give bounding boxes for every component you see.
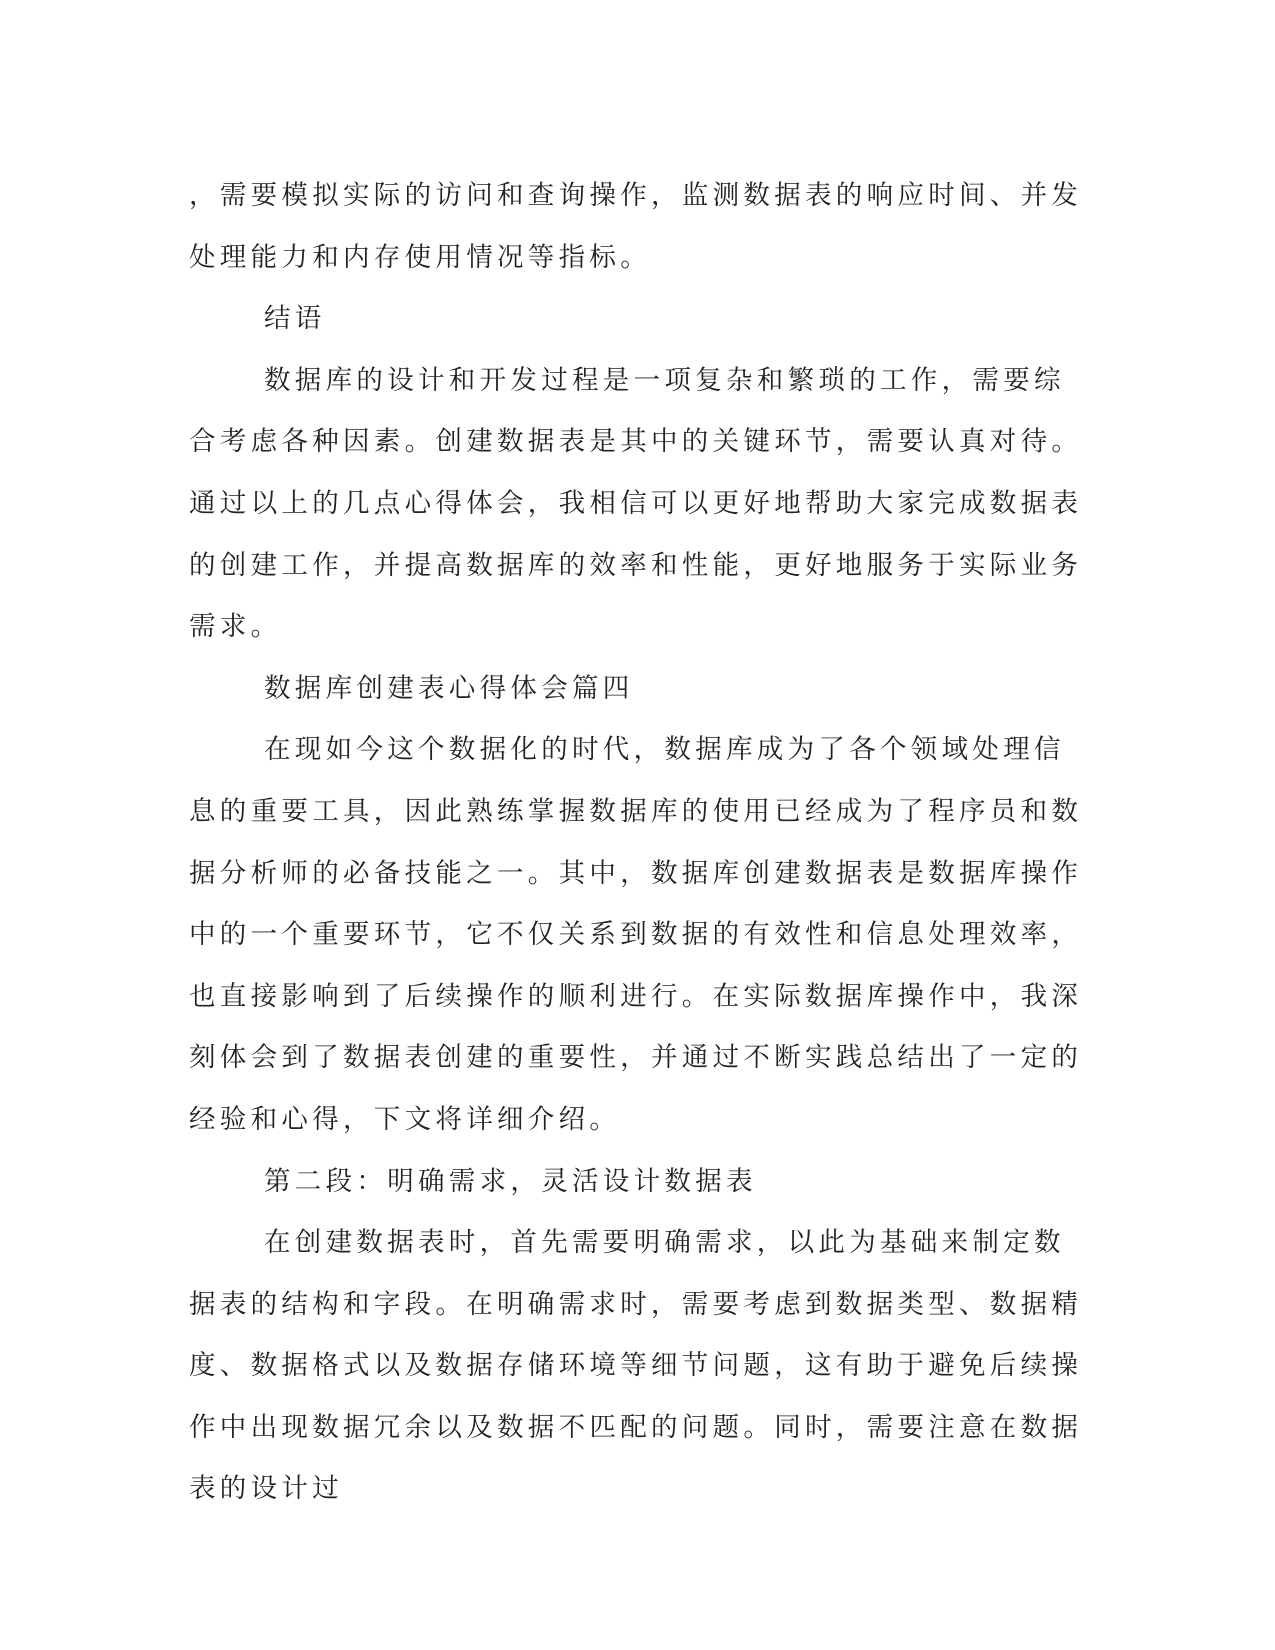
- document-body: [189, 165, 1087, 1520]
- paragraph-conclusion: 数据库的设计和开发过程是一项复杂和繁琐的工作，需要综合考虑各种因素。创建数据表是其中的关键环节，需要认真对待。通过以上的几点心得体会，我相信可以更好地帮助大家完成数据表的创建工作，并提高数据库的效率和性能，更好地服务于实际业务需求。: [189, 364, 1083, 643]
- heading-conclusion: 结语: [264, 303, 326, 335]
- section-title-part-four: 数据库创建表心得体会篇四: [264, 672, 634, 704]
- paragraph-section-two: 在创建数据表时，首先需要明确需求，以此为基础来制定数据表的结构和字段。在明确需求时，需要考虑到数据类型、数据精度、数据格式以及数据存储环境等细节问题，这有助于避免后续操作中出现数据冗余以及数据不匹配的问题。同时，需要注意在数据表的设计过: [189, 1227, 1083, 1505]
- heading-section-two: 第二段：明确需求，灵活设计数据表: [264, 1165, 757, 1197]
- paragraph-intro: 在现如今这个数据化的时代，数据库成为了各个领域处理信息的重要工具，因此熟练掌握数据库的使用已经成为了程序员和数据分析师的必备技能之一。其中，数据库创建数据表是数据库操作中的一个重要环节，它不仅关系到数据的有效性和信息处理效率，也直接影响到了后续操作的顺利进行。在实际数据库操作中，我深刻体会到了数据表创建的重要性，并通过不断实践总结出了一定的经验和心得，下文将详细介绍。: [189, 734, 1083, 1135]
- paragraph-continuation: ，需要模拟实际的访问和查询操作，监测数据表的响应时间、并发处理能力和内存使用情况等指标。: [189, 180, 1083, 273]
